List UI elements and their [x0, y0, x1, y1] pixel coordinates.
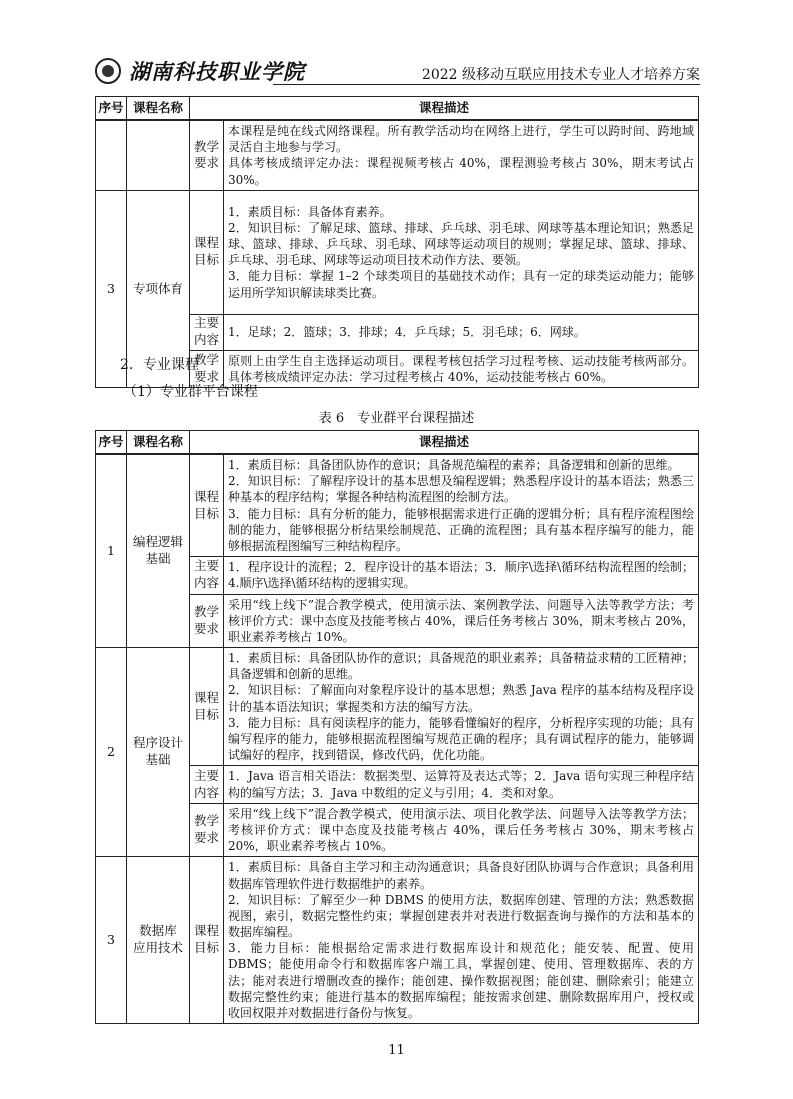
course-name: 数据库 应用技术 [127, 857, 190, 1024]
course-no: 2 [96, 648, 127, 857]
row-desc-goal: 1．素质目标：具备团队协作的意识；具备规范编程的素养；具备逻辑和创新的思维。 2．知识目标：了解程序设计的基本思想及编程逻辑；熟悉程序设计的基本语法；熟悉三种基本的程序结构；掌握各种结构流程图的绘制方法。 3．能力目标：具有分析的能力，能够根据需求进行正确的逻辑分析；具有程序流程图绘制的能力，能够根据分析结果绘制规范、正确的流程图；具有基本程序编写的能力，能够根据流程图编写三种结构程序。 [224, 454, 699, 557]
row-desc-goal: 1．素质目标：具备自主学习和主动沟通意识；具备良好团队协调与合作意识；具备利用数据库管理软件进行数据维护的素养。 2．知识目标：了解至少一种 DBMS 的使用方法，数据库创建、管理的方法；熟悉数据视图，索引，数据完整性约束；掌握创建表并对表进行数据查询与操作的方法和基本的数据库编程。 3．能力目标：能根据给定需求进行数据库设计和规范化；能安装、配置、使用 DBMS；能使用命令行和数据库客户端工具，掌握创建、使用、管理数据库、表的方法；能对表进行增删改查的操作；能创建、操作数据视图；能创建、删除索引；能建立数据完整性约束；能进行基本的数据库编程；能按需求创建、删除数据库用户，授权或收回权限并对数据进行备份与恢复。 [224, 857, 699, 1024]
header-divider [273, 84, 700, 85]
platform-course-table [95, 430, 699, 1024]
row-desc-content: 1．Java 语言相关语法：数据类型、运算符及表达式等；2．Java 语句实现三种程序结构的编写方法；3．Java 中数组的定义与引用；4．类和对象。 [224, 766, 699, 803]
document-title: 2022 级移动互联应用技术专业人才培养方案 [421, 67, 700, 83]
row-desc-teaching-req: 采用“线上线下”混合教学模式，使用演示法、案例教学法、问题导入法等教学方法；考核评价方式：课中态度及技能考核占 40%，课后任务考核占 30%，期末考核占 20%，职业素养考核占 10%。 [224, 594, 699, 648]
row-label-content: 主要 内容 [190, 557, 224, 594]
course-no: 1 [96, 454, 127, 648]
row-label-teaching-req: 教学 要求 [190, 803, 224, 857]
table-header-row [96, 97, 699, 121]
row-desc-teaching-req: 本课程是纯在线式网络课程。所有教学活动均在网络上进行，学生可以跨时间、跨地域灵活自主地参与学习。 具体考核成绩评定办法：课程视频考核占 40%，课程测验考核占 30%，期末考试占 30%。 [224, 120, 699, 190]
row-desc-teaching-req: 原则上由学生自主选择运动项目。课程考核包括学习过程考核、运动技能考核两部分。具体考核成绩评定办法：学习过程考核占 40%，运动技能考核占 60%。 [224, 350, 699, 387]
course-no: 3 [96, 190, 127, 387]
row-label-teaching-req: 教学 要求 [190, 594, 224, 648]
school-name-logo: 湖南科技职业学院 [129, 59, 305, 84]
row-label-goal: 课程 目标 [190, 190, 224, 314]
subsection-heading: （1）专业群平台课程 [123, 384, 258, 400]
table-row [96, 120, 699, 190]
page-header [95, 56, 700, 88]
table-row [96, 190, 699, 314]
course-table-continued [95, 96, 699, 388]
table-caption: 表 6 专业群平台课程描述 [318, 411, 475, 426]
row-label-teaching-req: 教学 要求 [190, 120, 224, 190]
row-desc-content: 1．足球；2．篮球；3．排球；4．乒乓球；5．羽毛球；6．网球。 [224, 314, 699, 350]
row-desc-goal: 1．素质目标：具备体育素养。 2．知识目标：了解足球、篮球、排球、乒乓球、羽毛球、网球等基本理论知识；熟悉足球、篮球、排球、乒乓球、羽毛球、网球等运动项目的规则；掌握足球、篮球、排球、乒乓球、羽毛球、网球等运动项目技术动作方法、要领。 3．能力目标：掌握 1–2 个球类项目的基础技术动作；具有一定的球类运动能力；能够运用所学知识解读球类比赛。 [224, 190, 699, 314]
header-course-desc: 课程描述 [190, 97, 699, 121]
table-row [96, 857, 699, 1024]
row-label-goal: 课程 目标 [190, 454, 224, 557]
header-course-name: 课程名称 [127, 431, 190, 455]
row-label-content: 主要 内容 [190, 314, 224, 350]
header-no: 序号 [96, 431, 127, 455]
school-logo-icon [95, 58, 121, 84]
table-header-row [96, 431, 699, 455]
row-label-goal: 课程 目标 [190, 648, 224, 766]
table-row [96, 454, 699, 557]
header-course-name: 课程名称 [127, 97, 190, 121]
table-row [96, 648, 699, 766]
row-label-goal: 课程 目标 [190, 857, 224, 1024]
course-no: 3 [96, 857, 127, 1024]
header-course-desc: 课程描述 [190, 431, 699, 455]
course-name: 程序设计 基础 [127, 648, 190, 857]
course-name: 编程逻辑 基础 [127, 454, 190, 648]
row-desc-goal: 1．素质目标：具备团队协作的意识；具备规范的职业素养；具备精益求精的工匠精神；具备逻辑和创新的思维。 2．知识目标：了解面向对象程序设计的基本思想；熟悉 Java 程序的基本结构及程序设计的基本语法知识；掌握类和方法的编写方法。 3．能力目标：具有阅读程序的能力，能够看懂编好的程序，分析程序实现的功能；具有编写程序的能力，能够根据流程图编写规范正确的程序；具有调试程序的能力，能够调试编好的程序，找到错误，修改代码，优化功能。 [224, 648, 699, 766]
course-name: 专项体育 [127, 190, 190, 387]
row-desc-content: 1．程序设计的流程；2．程序设计的基本语法；3．顺序\选择\循环结构流程图的绘制；4.顺序\选择\循环结构的逻辑实现。 [224, 557, 699, 594]
page-number: 11 [388, 1043, 405, 1058]
section-heading: 2．专业课程 [120, 357, 199, 373]
header-no: 序号 [96, 97, 127, 121]
row-label-teaching-req: 教学 要求 [190, 350, 224, 387]
row-label-content: 主要 内容 [190, 766, 224, 803]
row-desc-teaching-req: 采用“线上线下”混合教学模式，使用演示法、项目化教学法、问题导入法等教学方法；考核评价方式：课中态度及技能考核占 40%，课后任务考核占 30%，期末考核占 20%，职业素养考核占 10%。 [224, 803, 699, 857]
